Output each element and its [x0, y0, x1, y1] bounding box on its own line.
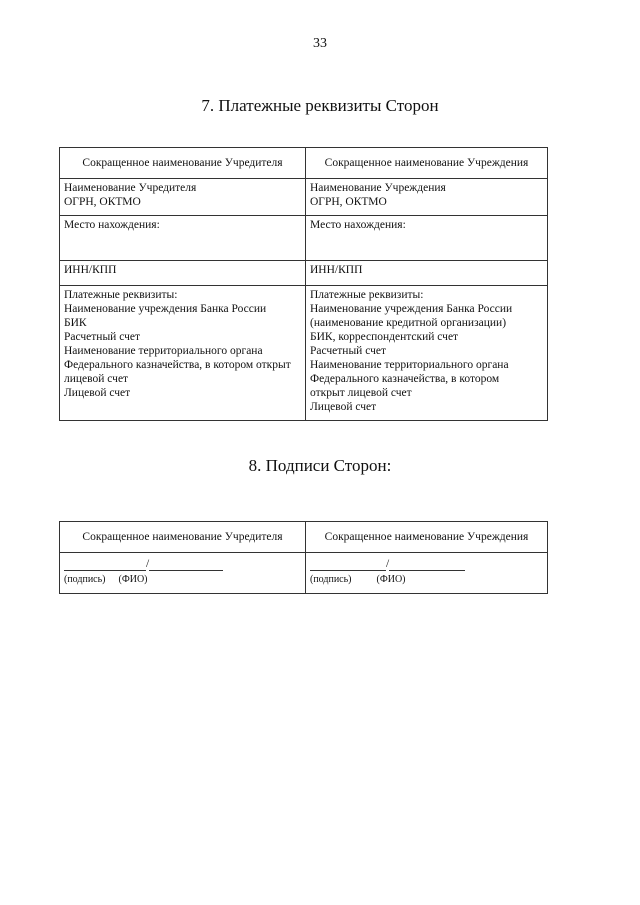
full-name-label: (ФИО) — [376, 574, 406, 585]
signature-labels — [64, 573, 301, 587]
table-row — [60, 216, 548, 261]
founder-name-label: Наименование Учредителя — [64, 182, 197, 194]
payment-line: Расчетный счет — [64, 331, 140, 343]
payment-line: Наименование учреждения Банка России — [64, 303, 267, 315]
founder-short-name-header: Сокращенное наименование Учредителя — [60, 148, 306, 179]
founder-inn-kpp-cell: ИНН/КПП — [60, 261, 306, 286]
signature-line — [310, 557, 543, 571]
signature-blank — [310, 558, 386, 571]
signature-labels — [310, 573, 543, 587]
founder-signature-cell — [60, 553, 306, 594]
institution-name-label: Наименование Учреждения — [310, 182, 446, 194]
institution-payment-details-cell — [306, 286, 548, 421]
section-8-title: 8. Подписи Сторон: — [248, 456, 392, 475]
institution-short-name-header: Сокращенное наименование Учреждения — [306, 148, 548, 179]
payment-line: Платежные реквизиты: — [64, 289, 178, 301]
payment-line: Расчетный счет — [310, 345, 386, 357]
payment-line: Лицевой счет — [64, 387, 131, 399]
founder-location-cell: Место нахождения: — [60, 216, 306, 261]
institution-ogrn-label: ОГРН, ОКТМО — [310, 196, 387, 208]
payment-details-table — [59, 147, 548, 421]
founder-ogrn-label: ОГРН, ОКТМО — [64, 196, 141, 208]
institution-location-cell: Место нахождения: — [306, 216, 548, 261]
table-row — [60, 148, 548, 179]
institution-signature-cell — [306, 553, 548, 594]
slash-separator: / — [386, 558, 390, 570]
table-row — [60, 553, 548, 594]
full-name-label: (ФИО) — [118, 574, 148, 585]
founder-short-name-header: Сокращенное наименование Учредителя — [60, 522, 306, 553]
payment-line: открыт лицевой счет — [310, 387, 412, 399]
table-row — [60, 261, 548, 286]
founder-name-cell — [60, 179, 306, 216]
payment-line: Наименование учреждения Банка России — [310, 303, 513, 315]
slash-separator: / — [146, 558, 150, 570]
section-7-title: 7. Платежные реквизиты Сторон — [201, 96, 439, 115]
signature-blank — [64, 558, 146, 571]
payment-line: Наименование территориального органа — [310, 359, 509, 371]
payment-line: Федерального казначейства, в котором — [310, 373, 500, 385]
table-row — [60, 522, 548, 553]
signature-label: (подпись) — [64, 574, 106, 585]
payment-line: (наименование кредитной организации) — [310, 317, 507, 329]
payment-line: БИК — [64, 317, 87, 329]
founder-payment-details-cell — [60, 286, 306, 421]
institution-name-cell — [306, 179, 548, 216]
signature-label: (подпись) — [310, 574, 352, 585]
page-number: 33 — [313, 36, 327, 51]
table-row — [60, 179, 548, 216]
institution-inn-kpp-cell: ИНН/КПП — [306, 261, 548, 286]
signature-line — [64, 557, 301, 571]
signatures-table — [59, 521, 548, 594]
payment-line: Федерального казначейства, в котором открыт — [64, 359, 291, 371]
payment-line: БИК, корреспондентский счет — [310, 331, 459, 343]
payment-line: лицевой счет — [64, 373, 129, 385]
name-blank — [389, 558, 465, 571]
table-row — [60, 286, 548, 421]
institution-short-name-header: Сокращенное наименование Учреждения — [306, 522, 548, 553]
payment-line: Наименование территориального органа — [64, 345, 263, 357]
payment-line: Лицевой счет — [310, 401, 377, 413]
name-blank — [149, 558, 223, 571]
payment-line: Платежные реквизиты: — [310, 289, 424, 301]
